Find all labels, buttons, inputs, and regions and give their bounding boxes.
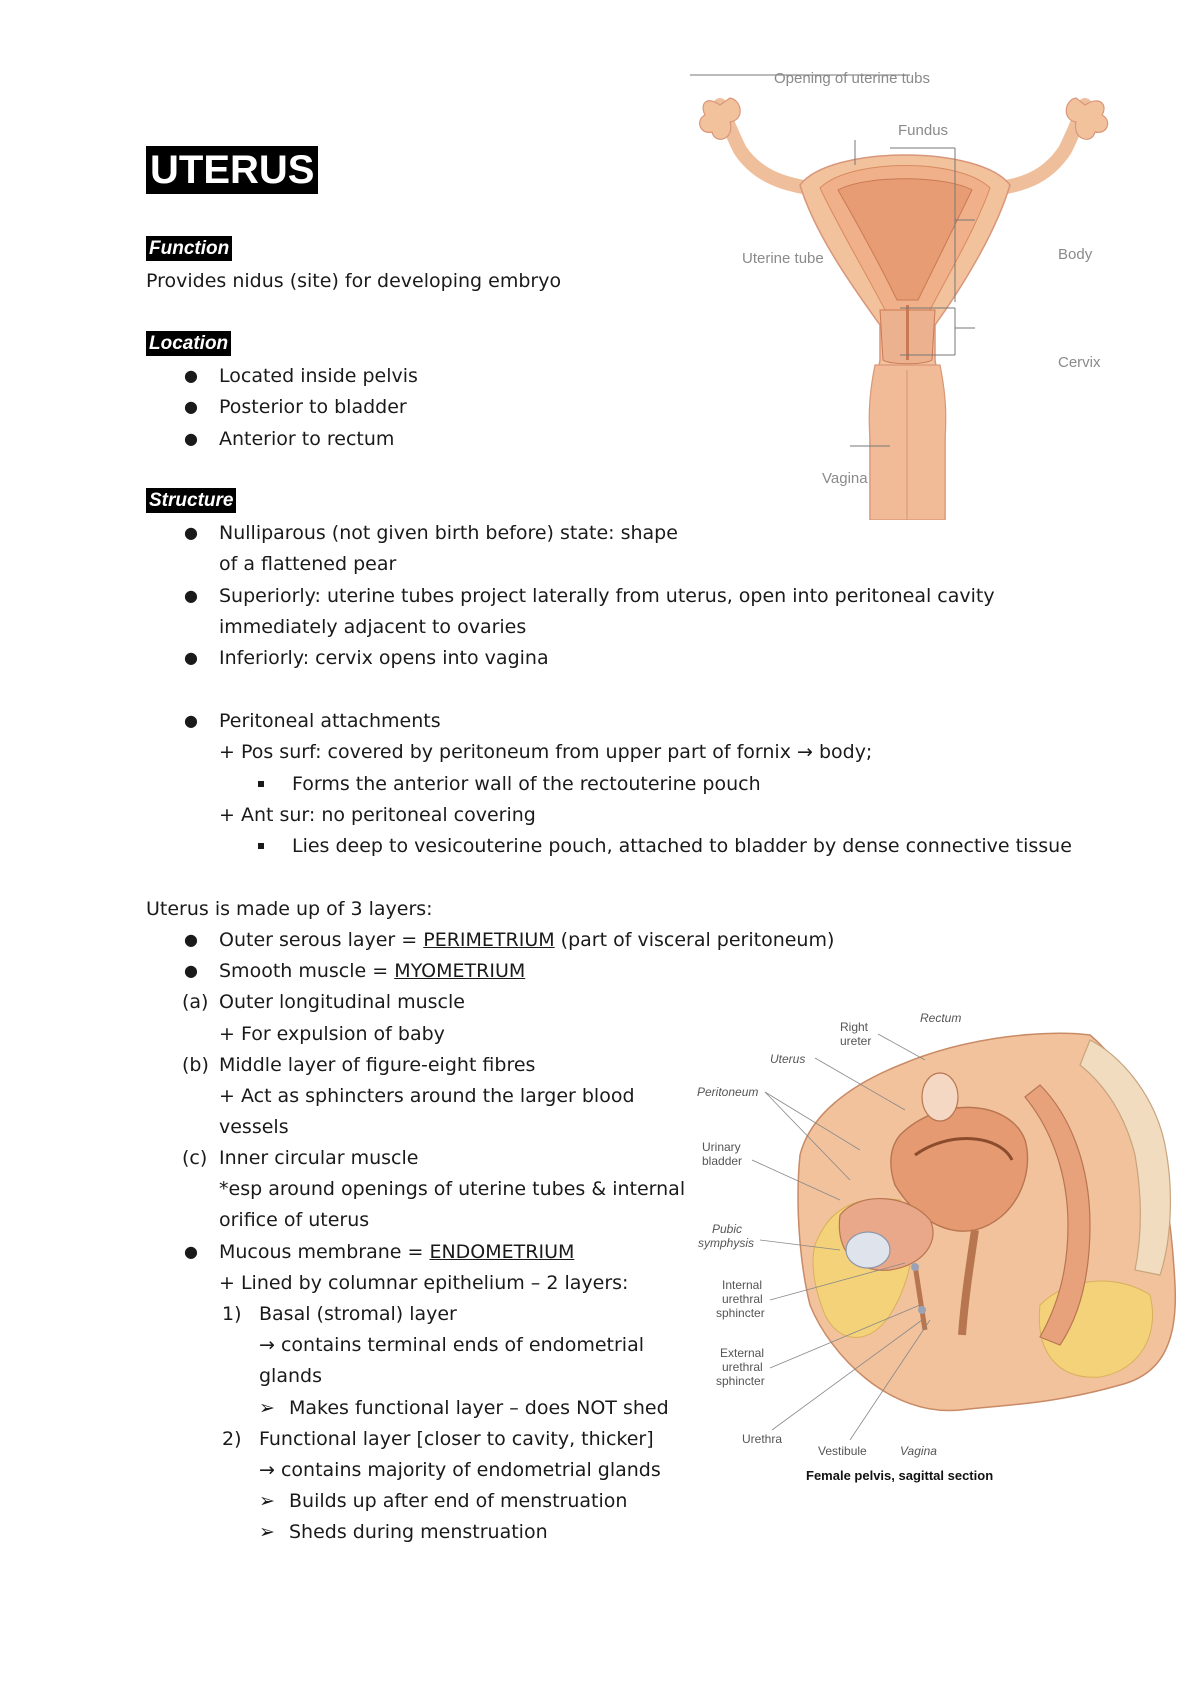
label-vagina: Vagina (822, 470, 868, 487)
label-internal-2: urethral (722, 1292, 763, 1306)
myometrium-line (219, 958, 525, 984)
label-internal-1: Internal (722, 1278, 763, 1292)
list-marker: (b) (182, 1054, 209, 1076)
label-external-2: urethral (722, 1360, 763, 1374)
basal-layer: Basal (stromal) layer (259, 1303, 457, 1325)
myometrium-term: MYOMETRIUM (394, 960, 526, 982)
structure-heading: Structure (146, 488, 236, 513)
label-urethra: Urethra (742, 1432, 783, 1446)
endometrium-term: ENDOMETRIUM (429, 1241, 575, 1263)
muscle-layer-a-note: + For expulsion of baby (219, 1023, 445, 1045)
muscle-layer-a: Outer longitudinal muscle (219, 991, 465, 1013)
location-item: Posterior to bladder (219, 396, 407, 418)
label-pubic-2: symphysis (698, 1236, 755, 1250)
perimetrium-post: (part of visceral peritoneum) (554, 929, 835, 951)
perimetrium-term: PERIMETRIUM (423, 929, 555, 951)
location-item: Anterior to rectum (219, 428, 395, 450)
arrow-bullet-icon: ➢ (259, 1397, 275, 1419)
list-marker: 2) (222, 1428, 242, 1450)
ant-surf-text: + Ant sur: no peritoneal covering (219, 804, 536, 826)
label-urinary-2: bladder (702, 1154, 743, 1168)
label-uterine-tube: Uterine tube (742, 250, 824, 267)
structure-item: Nulliparous (not given birth before) state: shape (219, 522, 678, 544)
label-vestibule: Vestibule (818, 1444, 867, 1458)
list-marker: 1) (222, 1303, 242, 1325)
label-uterus: Uterus (770, 1052, 806, 1066)
arrow-bullet-icon: ➢ (259, 1521, 275, 1543)
label-external-3: sphincter (716, 1374, 765, 1388)
label-opening-uterine-tubs: Opening of uterine tubs (774, 70, 930, 87)
bullet-icon: ● (184, 397, 198, 416)
square-bullet-icon (258, 843, 264, 849)
list-marker: (a) (182, 991, 209, 1013)
location-heading: Location (146, 331, 231, 356)
functional-layer-point: Builds up after end of menstruation (289, 1490, 628, 1512)
basal-layer-note-cont: glands (259, 1365, 322, 1387)
myometrium-pre: Smooth muscle = (219, 960, 395, 982)
bullet-icon: ● (184, 586, 198, 605)
cervical-canal (906, 305, 909, 360)
bullet-icon: ● (184, 1242, 198, 1261)
layers-intro: Uterus is made up of 3 layers: (146, 898, 433, 920)
muscle-layer-b-note-cont: vessels (219, 1116, 289, 1138)
square-bullet-icon (258, 781, 264, 787)
structure-item: Peritoneal attachments (219, 710, 441, 732)
muscle-layer-b-note: + Act as sphincters around the larger blood (219, 1085, 635, 1107)
bullet-icon: ● (184, 648, 198, 667)
label-right-ureter-1: Right (840, 1020, 869, 1034)
structure-item: Superiorly: uterine tubes project laterally from uterus, open into peritoneal cavity (219, 585, 995, 607)
label-body: Body (1058, 246, 1093, 263)
label-urinary-1: Urinary (702, 1140, 741, 1154)
function-heading: Function (146, 236, 232, 261)
lined-text: + Lined by columnar epithelium – 2 layers: (219, 1272, 629, 1294)
muscle-layer-b: Middle layer of figure-eight fibres (219, 1054, 536, 1076)
pos-sub-text: Forms the anterior wall of the rectouterine pouch (292, 773, 761, 795)
bullet-icon: ● (184, 366, 198, 385)
label-peritoneum: Peritoneum (697, 1085, 759, 1099)
endometrium-pre: Mucous membrane = (219, 1241, 430, 1263)
perimetrium-pre: Outer serous layer = (219, 929, 424, 951)
functional-layer-note: → contains majority of endometrial glands (259, 1459, 661, 1481)
function-text: Provides nidus (site) for developing embryo (146, 270, 562, 292)
structure-item: Inferiorly: cervix opens into vagina (219, 647, 549, 669)
pos-surf-text: + Pos surf: covered by peritoneum from upper part of fornix → body; (219, 741, 873, 763)
functional-layer: Functional layer [closer to cavity, thicker] (259, 1428, 654, 1450)
structure-item-cont: of a flattened pear (219, 553, 397, 575)
muscle-layer-c: Inner circular muscle (219, 1147, 419, 1169)
functional-layer-point: Sheds during menstruation (289, 1521, 548, 1543)
perimetrium-line (219, 927, 834, 953)
page-title: UTERUS (146, 146, 318, 194)
label-rectum: Rectum (920, 1011, 962, 1025)
label-fundus: Fundus (898, 122, 949, 139)
structure-item-cont: immediately adjacent to ovaries (219, 616, 527, 638)
bullet-icon: ● (184, 429, 198, 448)
label-internal-3: sphincter (716, 1306, 765, 1320)
endometrium-line (219, 1239, 574, 1265)
label-vagina-2: Vagina (900, 1444, 937, 1458)
label-right-ureter-2: ureter (840, 1034, 872, 1048)
pelvis-leader-lines (690, 1000, 950, 1460)
bullet-icon: ● (184, 961, 198, 980)
muscle-layer-c-note-cont: orifice of uterus (219, 1209, 370, 1231)
bullet-icon: ● (184, 930, 198, 949)
label-external-1: External (720, 1346, 765, 1360)
bullet-icon: ● (184, 711, 198, 730)
basal-layer-point: Makes functional layer – does NOT shed (289, 1397, 669, 1419)
muscle-layer-c-note: *esp around openings of uterine tubes & internal (219, 1178, 686, 1200)
label-pubic-1: Pubic (712, 1222, 743, 1236)
location-item: Located inside pelvis (219, 365, 418, 387)
bullet-icon: ● (184, 523, 198, 542)
ant-sub-text: Lies deep to vesicouterine pouch, attached to bladder by dense connective tissue (292, 835, 1072, 857)
basal-layer-note: → contains terminal ends of endometrial (259, 1334, 644, 1356)
figure-caption: Female pelvis, sagittal section (806, 1468, 994, 1483)
label-cervix: Cervix (1058, 354, 1101, 371)
arrow-bullet-icon: ➢ (259, 1490, 275, 1512)
list-marker: (c) (182, 1147, 208, 1169)
